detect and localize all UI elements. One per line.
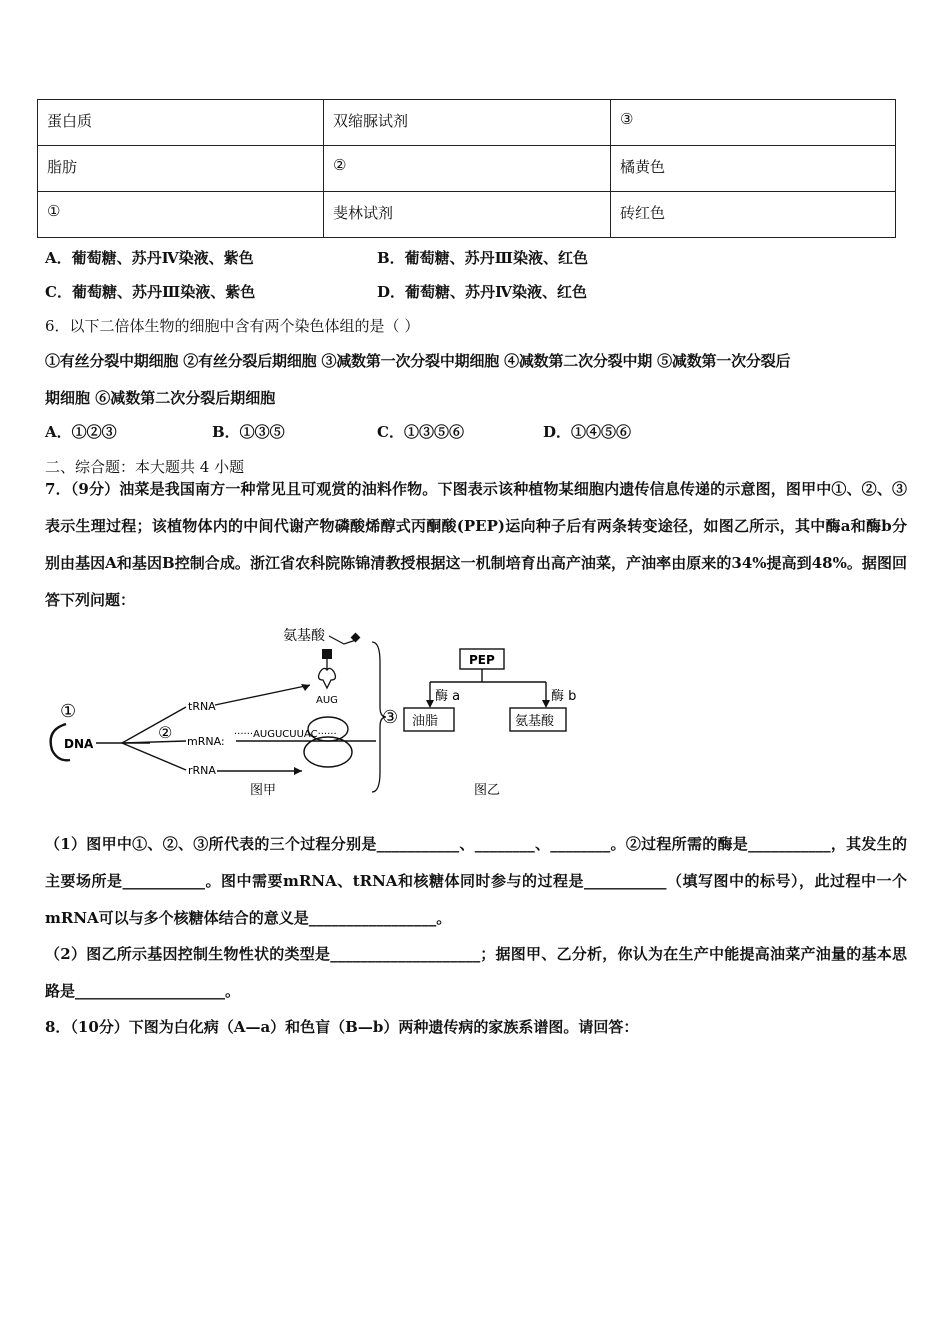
table-cell: 砖红色 xyxy=(611,192,896,238)
genetic-information-figure xyxy=(40,622,600,802)
mrna-label: mRNA: xyxy=(187,735,225,748)
process-3-label: ③ xyxy=(382,707,399,728)
table-row xyxy=(38,146,896,192)
figure-yi-caption: 图乙 xyxy=(474,783,501,798)
figure-jia xyxy=(51,627,399,798)
table-cell: 斐林试剂 xyxy=(324,192,611,238)
q6-option-b: B．①③⑤ xyxy=(212,423,285,441)
q6-option-d: D．①④⑤⑥ xyxy=(543,423,632,441)
amino-acid-yi-label: 氨基酸 xyxy=(515,714,555,729)
q6-items-line1: ①有丝分裂中期细胞 ②有丝分裂后期细胞 ③减数第一次分裂中期细胞 ④减数第二次分裂中期 ⑤减数第一次分裂后 xyxy=(45,352,791,370)
aug-label: AUG xyxy=(316,695,338,706)
table-cell: ① xyxy=(38,192,324,238)
table-cell: 双缩脲试剂 xyxy=(324,100,611,146)
q6-option-c: C．①③⑤⑥ xyxy=(377,423,464,441)
q5-option-a: A．葡萄糖、苏丹Ⅳ染液、紫色 xyxy=(45,249,254,267)
table-cell: ② xyxy=(324,146,611,192)
table-cell: 脂肪 xyxy=(38,146,324,192)
experiment-table xyxy=(37,99,896,238)
trna-label: tRNA xyxy=(188,700,216,713)
table-row xyxy=(38,192,896,238)
amino-acid-label: 氨基酸 xyxy=(283,628,325,644)
table-cell: ③ xyxy=(611,100,896,146)
amino-acid-square-icon xyxy=(322,649,332,659)
q6-items-line2: 期细胞 ⑥减数第二次分裂后期细胞 xyxy=(45,389,276,407)
figure-jia-caption: 图甲 xyxy=(250,783,277,798)
q7-intro: 7．（9分）油菜是我国南方一种常见且可观赏的油料作物。下图表示该种植物某细胞内遗传信息传递的示意图，图甲中①、②、③表示生理过程；该植物体内的中间代谢产物磷酸烯醇式丙酮酸(PEP)运向种子后有两条转变途径，如图乙所示，其中酶a和酶b分别由基因A和基因B控制合成。浙江省农科院陈锦清教授根据这一机制培育出高产油菜，产油率由原来的34%提高到48%。据图回答下列问题： xyxy=(45,480,907,609)
enzyme-b-label: 酶 b xyxy=(551,689,577,704)
codon-sequence: ······AUGUCUUAC······ xyxy=(234,729,337,740)
dna-label: DNA xyxy=(64,737,94,751)
process-2-label: ② xyxy=(158,723,173,742)
q5-option-d: D．葡萄糖、苏丹Ⅳ染液、红色 xyxy=(377,283,588,301)
trna-icon xyxy=(319,659,336,688)
q7-sub1: （1）图甲中①、②、③所代表的三个过程分别是___________、________、________。②过程所需的酶是___________，其发生的主要场所是___________。图中需要mRNA、tRNA和核糖体同时参与的过程是___________（填写图中的标号），此过程中一个mRNA可以与多个核糖体结合的意义是_________________。 xyxy=(45,835,907,927)
oil-label: 油脂 xyxy=(412,714,439,729)
q6-stem: 6．以下二倍体生物的细胞中含有两个染色体组的是（ ） xyxy=(45,317,420,335)
table-cell: 橘黄色 xyxy=(611,146,896,192)
q6-option-a: A．①②③ xyxy=(45,423,117,441)
q5-option-b: B．葡萄糖、苏丹Ⅲ染液、红色 xyxy=(377,249,588,267)
pep-label: PEP xyxy=(469,653,495,667)
q5-option-c: C．葡萄糖、苏丹Ⅲ染液、紫色 xyxy=(45,283,256,301)
rrna-label: rRNA xyxy=(188,764,216,777)
section-heading: 二、综合题：本大题共 4 小题 xyxy=(45,458,245,476)
enzyme-a-label: 酶 a xyxy=(435,689,461,704)
table-cell: 蛋白质 xyxy=(38,100,324,146)
process-1-label: ① xyxy=(60,701,77,722)
q8-stem: 8．（10分）下图为白化病（A—a）和色盲（B—b）两种遗传病的家族系谱图。请回答： xyxy=(45,1018,639,1036)
figure-yi xyxy=(404,649,576,798)
q7-sub2: （2）图乙所示基因控制生物性状的类型是____________________；据图甲、乙分析，你认为在生产中能提高油菜产油量的基本思路是____________________。 xyxy=(45,945,907,1000)
table-row xyxy=(38,100,896,146)
